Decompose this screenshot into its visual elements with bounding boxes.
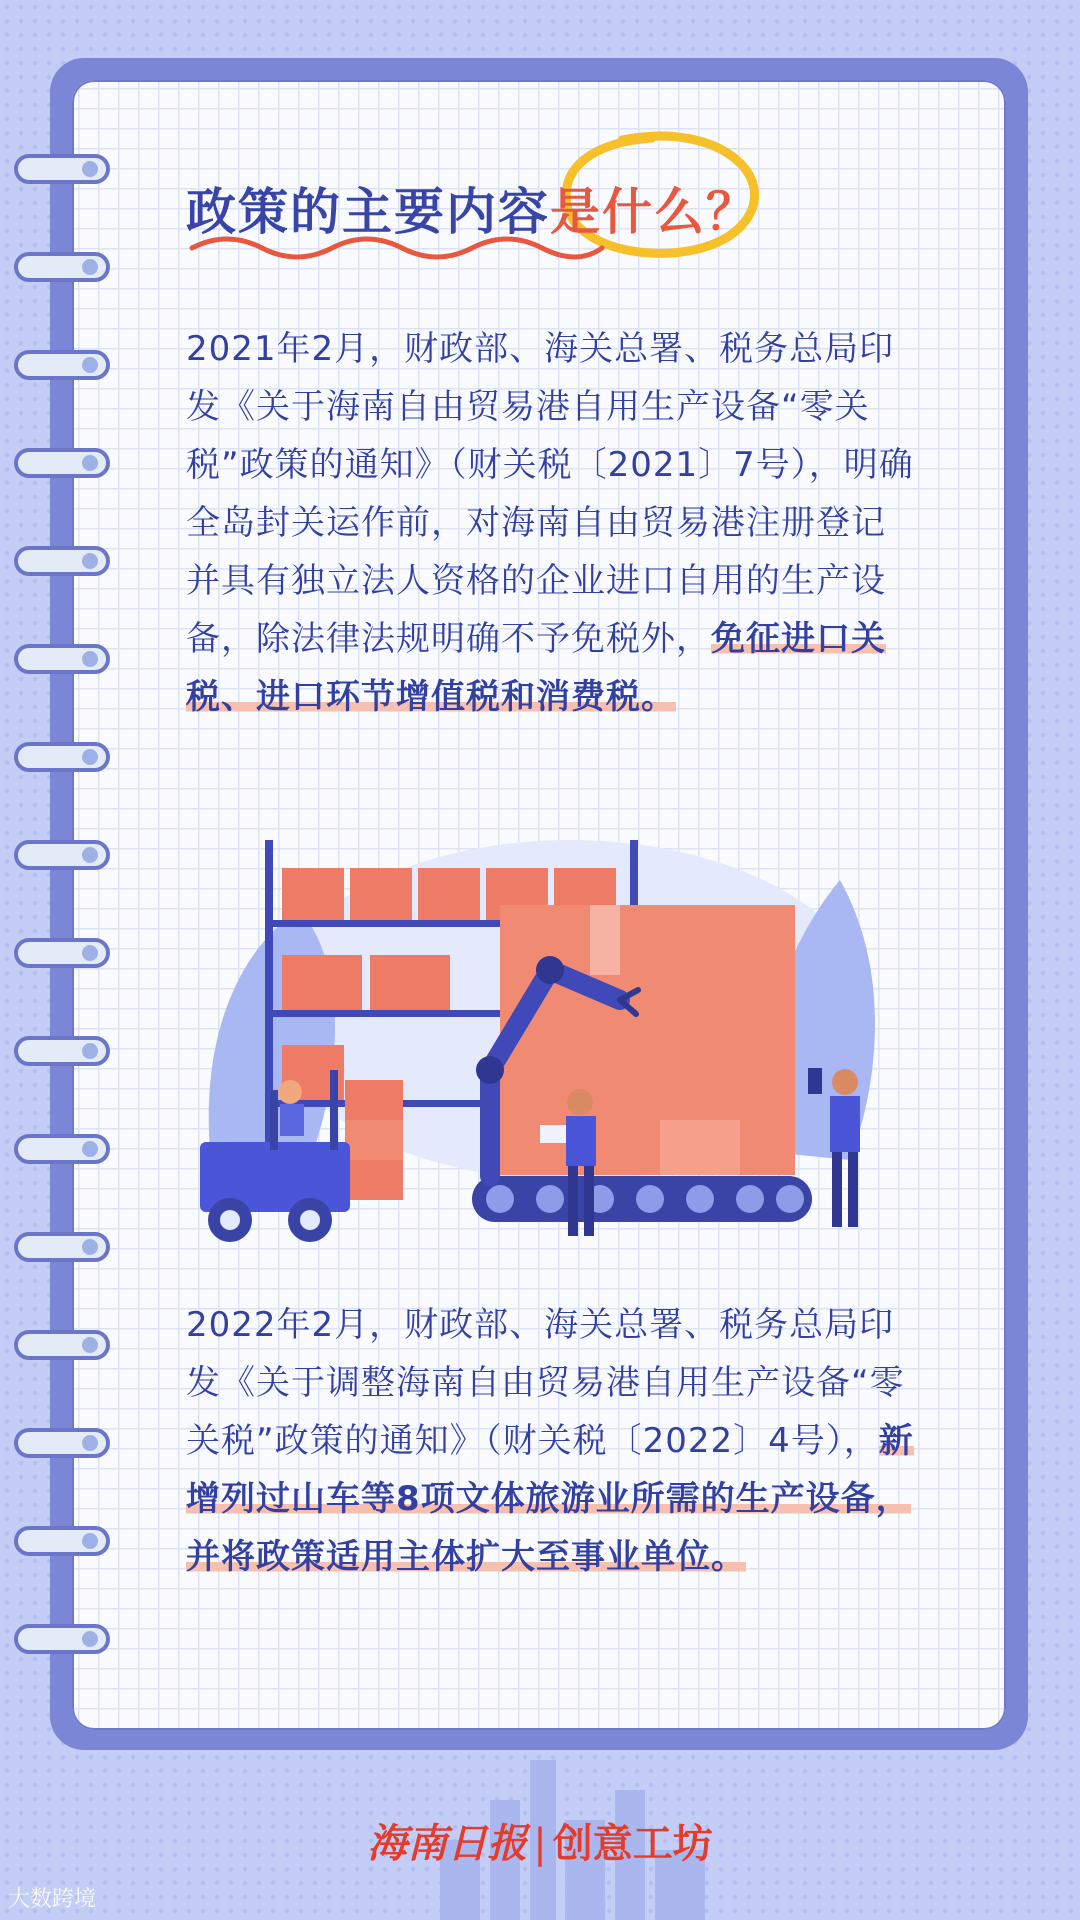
ring-binding-icon bbox=[14, 1330, 110, 1360]
ring-binding-icon bbox=[14, 1624, 110, 1654]
brand-studio: 创意工坊 bbox=[552, 1821, 713, 1867]
ring-binding-icon bbox=[14, 1526, 110, 1556]
page-title bbox=[186, 172, 758, 244]
paragraph-emphasis: 新增列过山车等8项文体旅游业所需的生产设备，并将政策适用主体扩大至事业单位。 bbox=[186, 1421, 914, 1577]
brand-separator: | bbox=[533, 1821, 547, 1867]
ring-binding-icon bbox=[14, 1428, 110, 1458]
ring-binding-icon bbox=[14, 252, 110, 282]
brand-logo bbox=[0, 1812, 1080, 1869]
ring-binding-icon bbox=[14, 840, 110, 870]
title-main: 政策的主要内容 bbox=[186, 183, 550, 241]
paragraph-2021 bbox=[186, 320, 916, 726]
ring-binding-icon bbox=[14, 938, 110, 968]
ring-binding-icon bbox=[14, 350, 110, 380]
paragraph-text: 2022年2月，财政部、海关总署、税务总局印发《关于调整海南自由贸易港自用生产设备“零关税”政策的通知》（财关税〔2022〕4号）， bbox=[186, 1305, 905, 1461]
ring-binding-icon bbox=[14, 742, 110, 772]
title-highlight: 是什么？ bbox=[550, 183, 758, 241]
ring-binding-icon bbox=[14, 546, 110, 576]
brand-newspaper: 海南日报 bbox=[367, 1820, 528, 1867]
ring-binding-icon bbox=[14, 448, 110, 478]
ring-binding-icon bbox=[14, 1134, 110, 1164]
warehouse-illustration bbox=[190, 820, 910, 1280]
ring-binding-icon bbox=[14, 1232, 110, 1262]
ring-binding-icon bbox=[14, 154, 110, 184]
ring-binding-icon bbox=[14, 1036, 110, 1066]
paragraph-text: 2021年2月，财政部、海关总署、税务总局印发《关于海南自由贸易港自用生产设备“零关税”政策的通知》（财关税〔2021〕7号），明确全岛封关运作前，对海南自由贸易港注册登记并具有独立法人资格的企业进口自用的生产设备，除法律法规明确不予免税外， bbox=[186, 329, 914, 659]
paragraph-emphasis: 免征进口关税、进口环节增值税和消费税。 bbox=[186, 619, 886, 717]
watermark: 大数跨境 bbox=[8, 1887, 97, 1912]
ring-binding-icon bbox=[14, 644, 110, 674]
paragraph-2022 bbox=[186, 1296, 916, 1586]
